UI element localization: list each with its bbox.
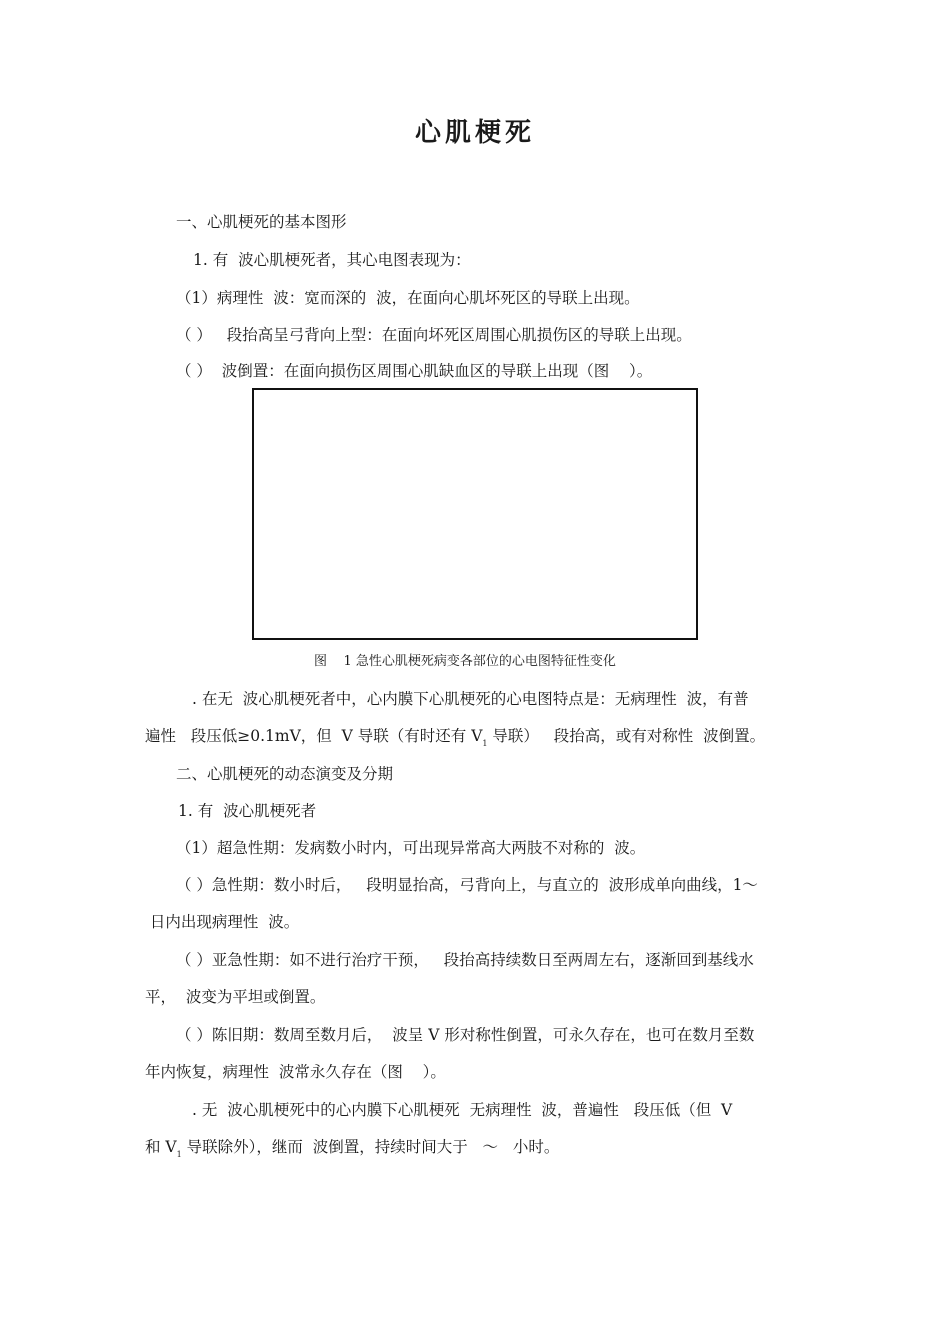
section2-stage4-line1: （ ）陈旧期：数周至数月后， 波呈 V 形对称性倒置，可永久存在，也可在数月至数 (176, 1026, 755, 1044)
section2-stage3-line1: （ ）亚急性期：如不进行治疗干预， 段抬高持续数日至两周左右，逐渐回到基线水 (176, 951, 754, 969)
para-no-q-line2 (145, 726, 765, 754)
page-title: 心肌梗死 (414, 118, 535, 148)
section2-heading: 二、心肌梗死的动态演变及分期 (176, 765, 394, 783)
section2-no-q-line2-subscript: 1 (176, 1150, 182, 1159)
section1-sub1: （1）病理性 波：宽而深的 波，在面向心肌坏死区的导联上出现。 (176, 289, 640, 307)
section2-no-q-line1: . 无 波心肌梗死中的心内膜下心肌梗死 无病理性 波，普遍性 段压低（但 V (192, 1101, 733, 1119)
figure-caption: 图 1 急性心肌梗死病变各部位的心电图特征性变化 (314, 654, 616, 669)
section2-stage3-line2: 平， 波变为平坦或倒置。 (145, 988, 326, 1006)
section2-stage1: （1）超急性期：发病数小时内，可出现异常高大两肢不对称的 波。 (176, 839, 646, 857)
section1-item1: 1. 有 波心肌梗死者，其心电图表现为： (193, 251, 471, 269)
section2-no-q-line2-text-b: 导联除外），继而 波倒置，持续时间大于 ～ 小时。 (181, 1138, 560, 1156)
para-no-q-line2-text-b: 导联） 段抬高，或有对称性 波倒置。 (487, 727, 766, 745)
section2-no-q-line2 (145, 1137, 559, 1165)
section2-stage2-line2: 日内出现病理性 波。 (145, 913, 300, 931)
figure-placeholder (252, 388, 698, 640)
para-no-q-line2-text-a: 遍性 段压低≥0.1mV，但 V 导联（有时还有 V (145, 727, 483, 745)
section1-sub3: （ ） 波倒置：在面向损伤区周围心肌缺血区的导联上出现（图 ）。 (176, 362, 653, 380)
section2-no-q-line2-text-a: 和 V (145, 1138, 177, 1156)
section1-sub2: （ ） 段抬高呈弓背向上型：在面向坏死区周围心肌损伤区的导联上出现。 (176, 326, 692, 344)
section1-heading: 一、心肌梗死的基本图形 (176, 213, 347, 231)
section2-stage2-line1: （ ）急性期：数小时后， 段明显抬高，弓背向上，与直立的 波形成单向曲线，1～ (176, 876, 758, 894)
para-no-q-line2-subscript: 1 (482, 739, 488, 748)
para-no-q-line1: . 在无 波心肌梗死者中，心内膜下心肌梗死的心电图特点是：无病理性 波，有普 (192, 690, 749, 708)
section2-stage4-line2: 年内恢复，病理性 波常永久存在（图 ）。 (145, 1063, 446, 1081)
section2-item1: 1. 有 波心肌梗死者 (178, 802, 317, 820)
